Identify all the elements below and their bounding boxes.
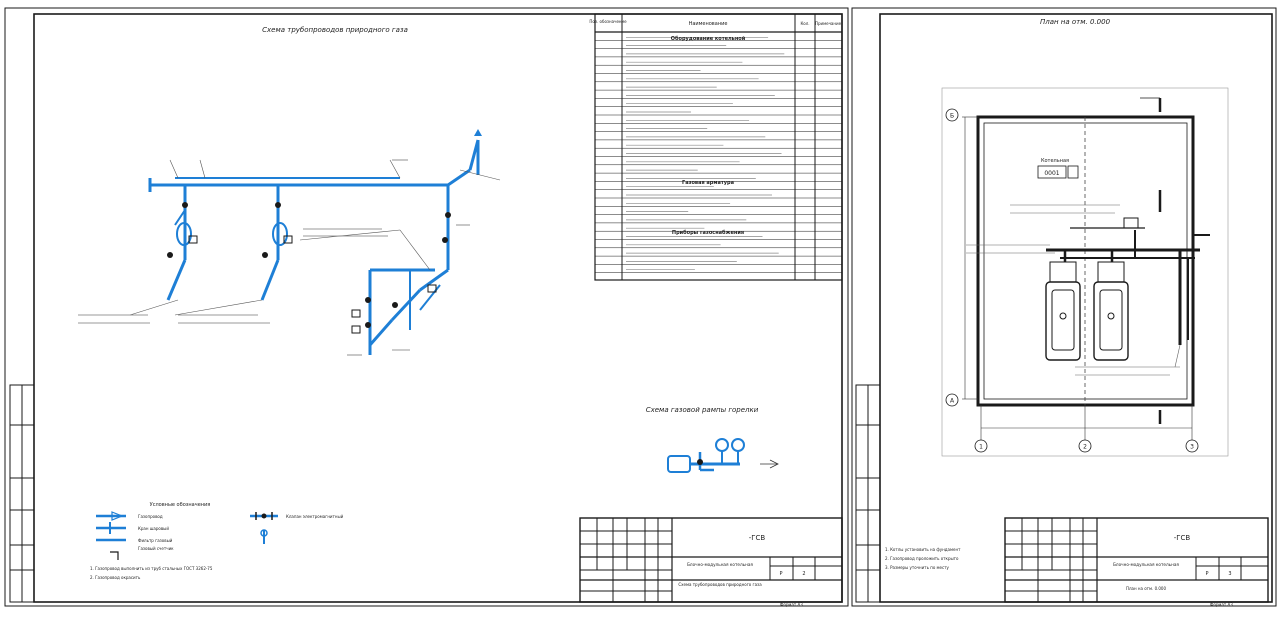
spec-header-qty: Кол. xyxy=(800,21,810,26)
valve-icon xyxy=(275,202,281,208)
gauge-icon xyxy=(352,326,360,333)
stamp2-sheet-title: План на отм. 0.000 xyxy=(1125,586,1167,591)
axis-label-2: 2 xyxy=(1083,443,1087,451)
plan-title: План на отм. 0.000 xyxy=(1039,18,1111,26)
legend xyxy=(96,512,344,560)
title-block-sheet-1 xyxy=(580,518,842,602)
sheet-2 xyxy=(852,8,1276,607)
stamp2-object-title: Блочно-модульная котельная xyxy=(1113,562,1179,567)
valve-icon xyxy=(167,252,173,258)
spec-section-2: Газовая арматура xyxy=(682,180,734,186)
sheet-1-outer-border xyxy=(5,8,848,606)
sheet-2-binding-strip xyxy=(856,385,880,602)
valve-icon xyxy=(365,297,371,303)
note-line-2: 2. Газопровод окрасить xyxy=(90,575,141,580)
sheet-1-format: Формат А3 xyxy=(780,602,803,607)
bracket-icon xyxy=(110,552,118,560)
pressure-gauge-icon xyxy=(732,439,744,451)
building-plan xyxy=(966,98,1210,424)
stamp-sheet-title: Схема трубопроводов природного газа xyxy=(678,582,762,587)
boiler-2 xyxy=(1094,262,1128,360)
stamp-stage: Р xyxy=(779,571,783,577)
room-number: 0001 xyxy=(1044,170,1060,177)
stamp-project-code: -ГСВ xyxy=(748,534,766,542)
vent-cap-icon xyxy=(474,129,482,136)
stamp-object-title: Блочно-модульная котельная xyxy=(687,562,753,567)
plan-note-2: 2. Газопровод проложить открыто xyxy=(885,556,959,561)
room-label: Котельная xyxy=(1040,158,1070,164)
valve-icon xyxy=(445,212,451,218)
legend-item-2: Кран шаровый xyxy=(138,526,169,531)
legend-item-4: Газовый счетчик xyxy=(138,546,174,551)
axis-label-3: 3 xyxy=(1190,443,1194,451)
spec-section-3: Приборы газоснабжения xyxy=(671,230,745,236)
stamp2-stage: Р xyxy=(1205,571,1209,577)
spec-header-pos: Поз. обозначение xyxy=(589,19,627,24)
axis-label-1: 1 xyxy=(979,443,983,451)
sheet-2-format: Формат А3 xyxy=(1210,602,1233,607)
spec-rows xyxy=(595,37,842,272)
valve-icon xyxy=(442,237,448,243)
legend-item-3: Фильтр газовый xyxy=(138,538,173,543)
sheet-1 xyxy=(5,8,848,607)
gas-pipe-scheme xyxy=(78,129,500,355)
spec-section-1: Оборудование котельной xyxy=(670,36,746,42)
legend-item-5: Клапан электромагнитный xyxy=(286,514,344,519)
legend-item-1: Газопровод xyxy=(138,514,163,519)
pipe-scheme-title: Схема трубопроводов природного газа xyxy=(262,26,408,34)
axis-label-b: Б xyxy=(949,112,955,120)
valve-icon xyxy=(697,459,703,465)
axis-label-a: А xyxy=(949,397,955,405)
sheet-2-outer-border xyxy=(852,8,1276,606)
meter-icon xyxy=(262,514,267,519)
plan-note-1: 1. Котлы установить на фундамент xyxy=(885,547,961,552)
title-block-sheet-2 xyxy=(1005,518,1268,602)
stamp2-sheet-number: 3 xyxy=(1228,571,1232,577)
valve-icon xyxy=(392,302,398,308)
sheet-1-binding-strip xyxy=(10,385,34,602)
boiler-1 xyxy=(1046,262,1080,360)
spec-header-note: Примечание xyxy=(814,21,842,26)
valve-icon xyxy=(182,202,188,208)
boiler-gas-ramp xyxy=(668,439,778,472)
legend-title: Условные обозначения xyxy=(149,502,211,508)
plan-note-3: 3. Размеры уточнить по месту xyxy=(885,565,949,570)
valve-icon xyxy=(262,252,268,258)
sheet-2-frame xyxy=(880,14,1272,602)
spec-header-name: Наименование xyxy=(688,21,728,27)
stamp2-project-code: -ГСВ xyxy=(1173,534,1191,542)
pressure-gauge-icon xyxy=(716,439,728,451)
gauge-icon xyxy=(352,310,360,317)
specification-table xyxy=(589,14,842,280)
stamp-sheet-number: 2 xyxy=(802,571,806,577)
valve-icon xyxy=(365,322,371,328)
boiler-scheme-title: Схема газовой рампы горелки xyxy=(645,406,759,414)
note-line-1: 1. Газопровод выполнить из труб стальных ГОСТ 3262-75 xyxy=(90,566,213,571)
